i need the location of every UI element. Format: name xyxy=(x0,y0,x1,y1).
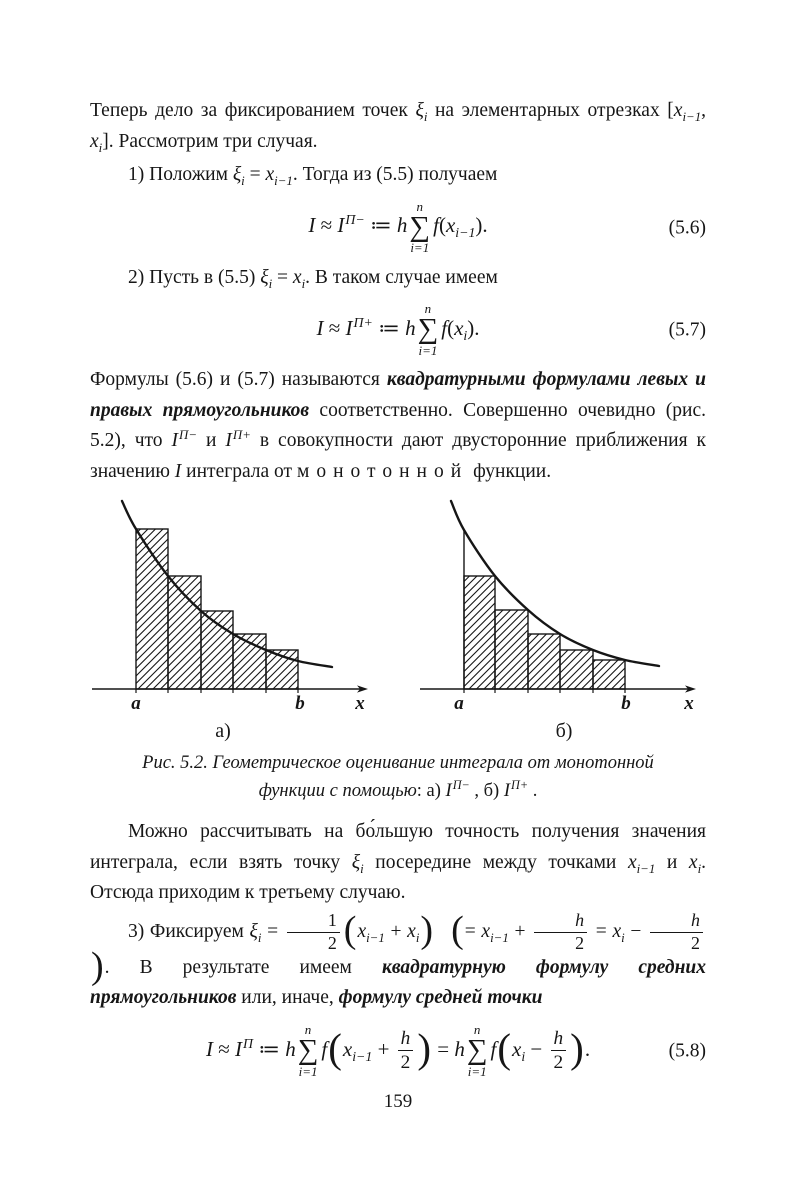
panel-sublabel: а) xyxy=(215,720,231,743)
formula-5-8 xyxy=(90,1023,706,1079)
figure-caption-line-2: функции с помощью: а) $I^{П-}$ , б) $I^{П+}$ . xyxy=(258,778,538,802)
formula-5-6-body: $I \approx I^{П-}$ ≔ h n ∑ i=1 $f(x_{i-1})$. xyxy=(308,198,488,256)
formula-5-8-body: $I \approx I^П$ ≔ h n ∑ i=1 $f(x_{i-1}$ + $\frac{h}{2}$ ) = h n ∑ i=1 $f(x_i$ − $\frac{h}{2}$ ). xyxy=(205,1021,591,1079)
axis-label-b: b xyxy=(621,693,631,715)
axis-label-x: x xyxy=(355,693,365,715)
page-number: 159 xyxy=(383,1090,413,1112)
axis-label-x: x xyxy=(684,693,694,715)
case-3-text: 3) Фиксируем $\xi_i$ = $\frac{1}{2}$ $(x_{i-1} + x_i)$ (= $x_{i-1}$ + $\frac{h}{2}$ = $x_i$ − $\frac{h}{2}$ ). В результате имеем квадратурную формулу средних прямоугольников или, иначе, формулу средней точки xyxy=(90,909,706,1009)
formula-5-6 xyxy=(90,200,706,256)
figure-panel-b xyxy=(406,497,706,745)
panel-sublabel: б) xyxy=(555,720,573,743)
figure-caption xyxy=(90,749,706,805)
axis-label-a: a xyxy=(131,693,141,715)
paragraph-intro: Теперь дело за фиксированием точек $\xi_i$ на элементарных отрезках [$x_{i-1}$, $x_i$]. Рассмотрим три случая. xyxy=(90,100,706,155)
paragraph-midpoint-intro: Можно рассчитывать на бо́льшую точность получения значения интеграла, если взять точку $\xi_i$ посередине между точками $x_{i-1}$ и $x_i$. Отсюда приходим к третьему случаю. xyxy=(90,821,707,904)
paragraph-rectangle-formulas: Формулы (5.6) и (5.7) называются квадратурными формулами левых и правых прямоугольников соответственно. Совершенно очевидно (рис. 5.2), что $I^{П-}$ и $I^{П+}$ в совокупности дают двусторонние приближения к значению I интеграла от монотонной функции. xyxy=(90,369,707,482)
axis-label-a: a xyxy=(454,693,464,715)
equation-number-5-7: (5.7) xyxy=(668,319,706,341)
figure-caption-line-1: Рис. 5.2. Геометрическое оценивание интеграла от монотонной xyxy=(142,753,654,774)
formula-5-7 xyxy=(90,302,706,358)
case-1-text: 1) Положим $\xi_i = x_{i-1}$. Тогда из (5.5) получаем xyxy=(128,164,498,188)
equation-number-5-6: (5.6) xyxy=(668,216,706,238)
figure-panel-a xyxy=(90,497,390,745)
equation-number-5-8: (5.8) xyxy=(668,1040,706,1061)
case-2-text: 2) Пусть в (5.5) $\xi_i = x_i$. В таком случае имеем xyxy=(128,266,498,291)
axis-label-b: b xyxy=(295,693,305,715)
figure-5-2 xyxy=(90,497,706,745)
formula-5-7-body: $I \approx I^{П+}$ ≔ h n ∑ i=1 $f(x_i)$. xyxy=(316,301,480,358)
